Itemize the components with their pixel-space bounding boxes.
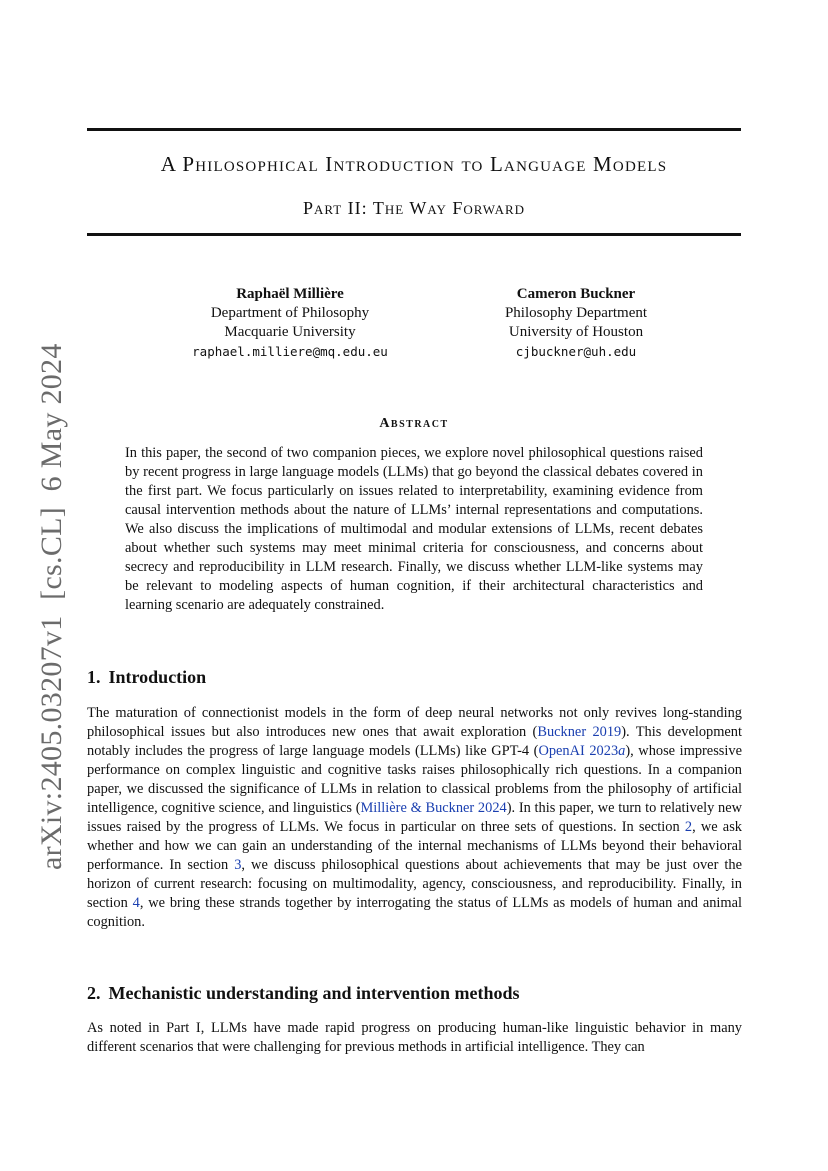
text-run: , we discuss philosophical questions about achievements that may be just over the horizon of current research: focusing on multimodality, agency, consciousness, and reproducibility. Finally, in section	[87, 857, 742, 911]
section-heading-mechanistic	[87, 982, 741, 1004]
citation-link[interactable]	[538, 743, 625, 759]
citation-link[interactable]: Buckner 2019	[537, 724, 622, 740]
author-block	[160, 285, 420, 361]
author-email[interactable]: cjbuckner@uh.edu	[515, 344, 637, 359]
author-institution: Macquarie University	[224, 324, 356, 340]
paper-subtitle: Part II: The Way Forward	[302, 198, 526, 218]
author-email[interactable]: raphael.milliere@mq.edu.eu	[192, 344, 388, 359]
title-bottom-rule	[87, 233, 741, 236]
paper-title: A Philosophical Introduction to Language Models	[160, 152, 668, 176]
text-run: The maturation of connectionist models in the form of deep neural networks not only revives long-standing philosophical issues but also introduces new ones that await exploration (	[87, 705, 742, 740]
text-run: ). In this paper, we turn to relatively new issues raised by the progress of LLMs. We focus in particular on three sets of questions. In section	[87, 800, 743, 835]
arxiv-category: [cs.CL]	[35, 506, 68, 600]
section-ref-link[interactable]: 3	[234, 857, 242, 873]
abstract-text: In this paper, the second of two companion pieces, we explore novel philosophical questions raised by recent progress in large language models (LLMs) that go beyond the classical debates covered in the first part. We focus particularly on issues related to interpretability, examining evidence from causal intervention methods about the nature of LLMs’ internal representations and computations. We also discuss the implications of multimodal and modular extensions of LLMs, recent debates about whether such systems may meet minimal criteria for consciousness, and concerns about secrecy and reproducibility in LLM research. Finally, we discuss whether LLM-like systems may be relevant to modeling aspects of human cognition, if their architectural characteristics and learning scenario are adequately constrained.	[125, 445, 703, 613]
abstract-heading: Abstract	[379, 416, 449, 431]
section-number: 2.	[87, 983, 101, 1003]
author-name: Cameron Buckner	[516, 286, 636, 302]
text-run: , we ask whether and how we can gain an understanding of the internal mechanisms of LLMs beyond their behavioral performance. In section	[87, 819, 742, 873]
arxiv-stamp	[35, 343, 69, 870]
section-title: Mechanistic understanding and intervention methods	[108, 983, 520, 1003]
section-heading-introduction	[87, 666, 741, 688]
author-department: Department of Philosophy	[210, 305, 370, 321]
citation-suffix: a	[618, 743, 626, 759]
mechanistic-paragraph: As noted in Part I, LLMs have made rapid progress on producing human-like linguistic behavior in many different scenarios that were challenging for previous methods in artificial intelligence. They can	[87, 1020, 742, 1055]
text-run: ), whose impressive performance on complex linguistic and cognitive tasks raises philosophically rich questions. In a companion paper, we discussed the significance of LLMs in relation to classical problems from the philosophy of artificial intelligence, cognitive science, and linguistics (	[87, 743, 742, 816]
author-department: Philosophy Department	[504, 305, 648, 321]
text-run: ). This development notably includes the progress of large language models (LLMs) like GPT-4 (	[87, 724, 742, 759]
citation-text: OpenAI 2023	[538, 743, 619, 759]
title-top-rule	[87, 128, 741, 131]
author-block	[466, 285, 686, 361]
author-name: Raphaël Millière	[236, 286, 344, 302]
section-title: Introduction	[108, 667, 207, 687]
section-ref-link[interactable]: 4	[132, 895, 140, 911]
author-institution: University of Houston	[508, 324, 644, 340]
introduction-paragraph	[87, 704, 742, 932]
arxiv-id[interactable]: arXiv:2405.03207v1	[35, 615, 68, 870]
arxiv-date: 6 May 2024	[35, 343, 68, 492]
section-ref-link[interactable]: 2	[684, 819, 693, 835]
section-number: 1.	[87, 667, 101, 687]
citation-link[interactable]: Millière & Buckner 2024	[360, 800, 507, 816]
text-run: , we bring these strands together by interrogating the status of LLMs as models of human and animal cognition.	[87, 895, 742, 930]
